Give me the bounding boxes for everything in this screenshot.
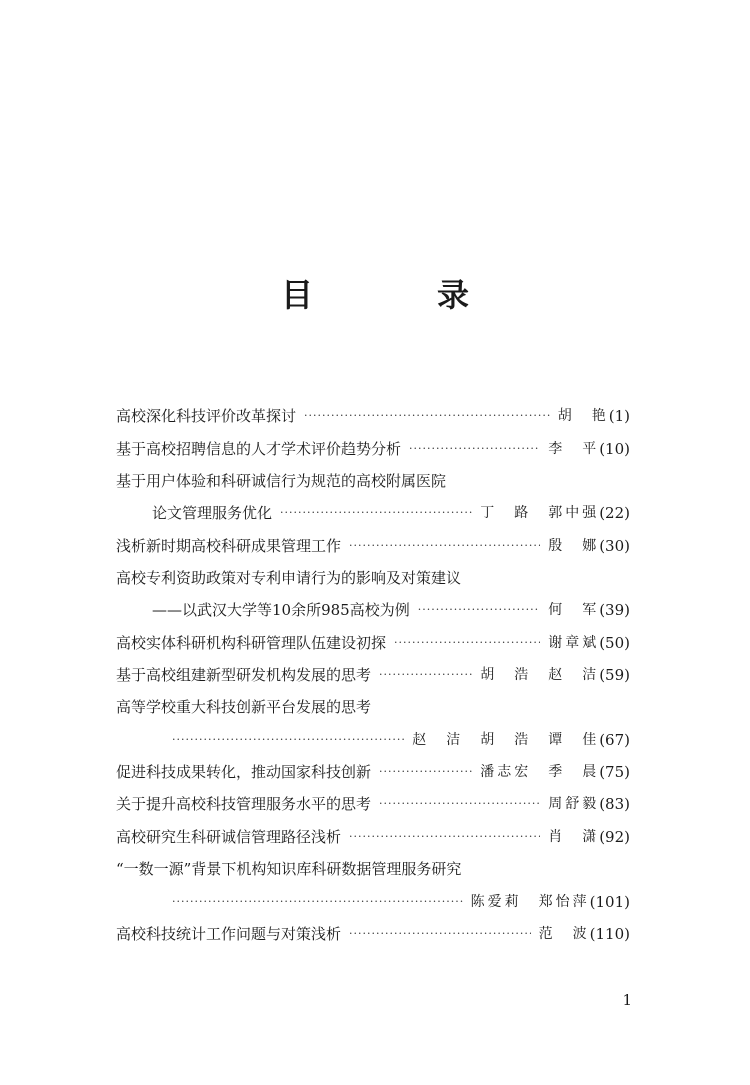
toc-entry[interactable] xyxy=(116,750,630,782)
dot-leader xyxy=(172,892,463,912)
entry-authors: 李 平 xyxy=(548,440,600,457)
entry-title: 基于高校组建新型研发机构发展的思考 xyxy=(116,666,372,685)
entry-authors: 谢章斌 xyxy=(548,634,600,651)
toc-entry-continuation[interactable] xyxy=(116,717,630,749)
toc-entry-continuation[interactable] xyxy=(116,879,630,911)
entry-page: (101) xyxy=(589,892,630,911)
toc-entry[interactable] xyxy=(116,394,630,426)
dot-leader xyxy=(409,439,540,459)
toc-entry-title-line[interactable] xyxy=(116,685,630,717)
toc-entry[interactable] xyxy=(116,814,630,846)
entry-title: 基于用户体验和科研诚信行为规范的高校附属医院 xyxy=(116,472,447,491)
entry-page: (110) xyxy=(589,924,630,943)
entry-title: 高校实体科研机构科研管理队伍建设初探 xyxy=(116,633,387,652)
toc-entry-continuation[interactable] xyxy=(116,588,630,620)
toc-entry[interactable] xyxy=(116,620,630,652)
entry-authors: 何 军 xyxy=(548,602,600,619)
entry-title: 高校研究生科研诚信管理路径浅析 xyxy=(116,827,342,846)
entry-page: (83) xyxy=(599,795,630,814)
entry-title: 论文管理服务优化 xyxy=(152,504,273,523)
dot-leader xyxy=(349,924,531,944)
entry-authors: 殷 娜 xyxy=(548,537,600,554)
dot-leader xyxy=(379,794,540,814)
entry-title: 高校深化科技评价改革探讨 xyxy=(116,407,297,426)
toc-entry-title-line[interactable] xyxy=(116,459,630,491)
dot-leader xyxy=(379,665,472,685)
entry-page: (10) xyxy=(599,439,630,458)
entry-page: (30) xyxy=(599,536,630,555)
entry-title: “一数一源”背景下机构知识库科研数据管理服务研究 xyxy=(116,860,462,879)
entry-title: 高等学校重大科技创新平台发展的思考 xyxy=(116,698,372,717)
entry-authors: 赵 洁 胡 浩 谭 佳 xyxy=(412,731,600,748)
entry-title: 关于提升高校科技管理服务水平的思考 xyxy=(116,795,372,814)
entry-title: 基于高校招聘信息的人才学术评价趋势分析 xyxy=(116,439,402,458)
dot-leader xyxy=(172,730,404,750)
entry-page: (92) xyxy=(599,827,630,846)
dot-leader xyxy=(280,503,472,523)
entry-authors: 范 波 xyxy=(538,925,590,942)
dot-leader xyxy=(349,536,540,556)
table-of-contents xyxy=(116,394,630,944)
entry-authors: 周舒毅 xyxy=(548,796,600,813)
dot-leader xyxy=(418,600,540,620)
entry-authors: 胡 浩 赵 洁 xyxy=(480,667,600,684)
toc-entry-continuation[interactable] xyxy=(116,491,630,523)
toc-entry[interactable] xyxy=(116,653,630,685)
entry-authors: 丁 路 郭中强 xyxy=(480,505,600,522)
entry-subtitle: ——以武汉大学等10余所985高校为例 xyxy=(152,601,410,620)
entry-title: 高校专利资助政策对专利申请行为的影响及对策建议 xyxy=(116,569,462,588)
dot-leader xyxy=(379,762,472,782)
toc-entry[interactable] xyxy=(116,782,630,814)
page-number: 1 xyxy=(622,991,632,1009)
entry-page: (22) xyxy=(599,504,630,523)
dot-leader xyxy=(349,827,540,847)
toc-heading: 目 录 xyxy=(280,276,515,314)
entry-page: (75) xyxy=(599,763,630,782)
entry-authors: 肖 潇 xyxy=(548,828,600,845)
entry-page: (39) xyxy=(599,601,630,620)
dot-leader xyxy=(304,406,550,426)
entry-authors: 胡 艳 xyxy=(557,408,609,425)
toc-entry-title-line[interactable] xyxy=(116,556,630,588)
entry-page: (1) xyxy=(608,407,630,426)
entry-page: (59) xyxy=(599,666,630,685)
entry-title: 浅析新时期高校科研成果管理工作 xyxy=(116,536,342,555)
toc-entry-title-line[interactable] xyxy=(116,847,630,879)
entry-title: 高校科技统计工作问题与对策浅析 xyxy=(116,924,342,943)
entry-authors: 陈爱莉 郑怡萍 xyxy=(470,893,590,910)
entry-page: (50) xyxy=(599,633,630,652)
toc-entry[interactable] xyxy=(116,912,630,944)
entry-authors: 潘志宏 季 晨 xyxy=(480,764,600,781)
entry-page: (67) xyxy=(599,730,630,749)
toc-entry[interactable] xyxy=(116,426,630,458)
dot-leader xyxy=(394,633,540,653)
toc-entry[interactable] xyxy=(116,523,630,555)
entry-title: 促进科技成果转化，推动国家科技创新 xyxy=(116,763,372,782)
